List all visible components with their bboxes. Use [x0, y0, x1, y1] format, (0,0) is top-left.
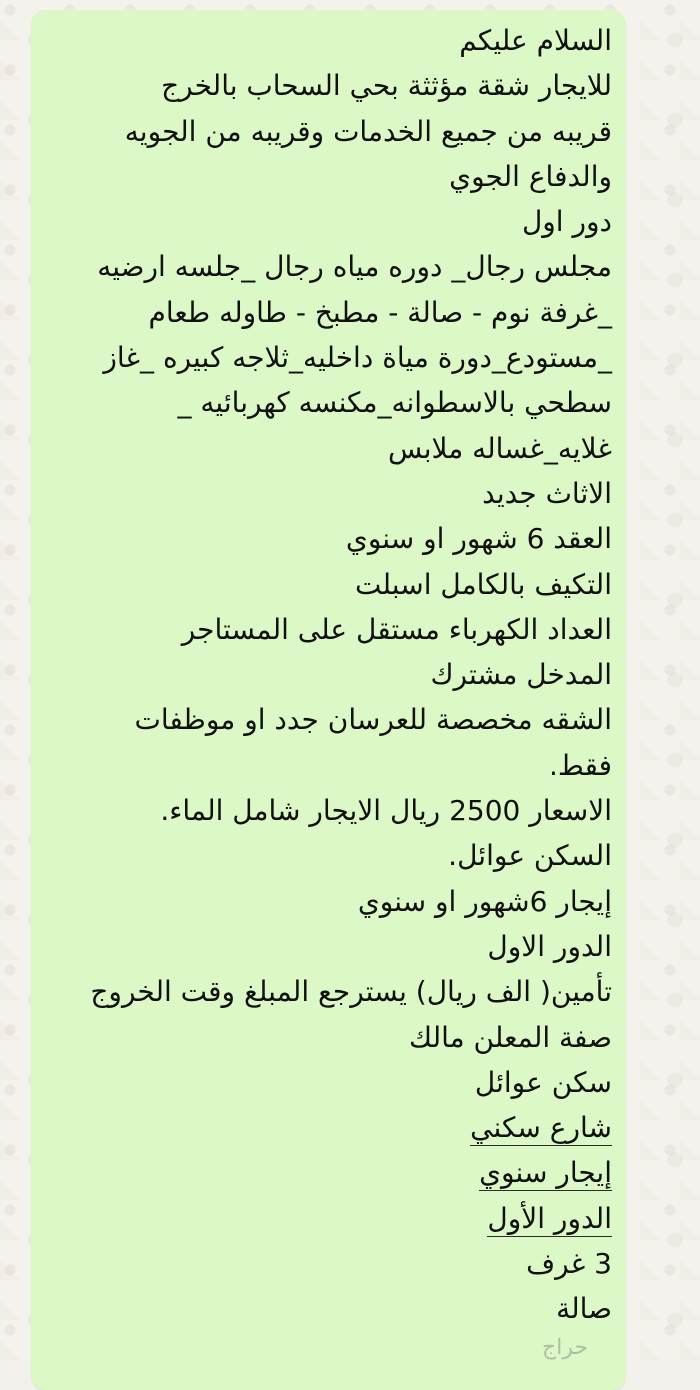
- message-line: قريبه من جميع الخدمات وقريبه من الجويه: [124, 114, 612, 148]
- message-line: غلايه_غساله ملابس: [388, 431, 612, 465]
- message-line: الاثاث جديد: [482, 476, 612, 510]
- message-link-line[interactable]: [22, 1105, 612, 1150]
- message-line: المدخل مشترك: [430, 658, 612, 692]
- message-line: الاسعار 2500 ريال الايجار شامل الماء.: [160, 794, 612, 828]
- message-line: مجلس رجال_ دوره مياه رجال _جلسه ارضيه: [97, 250, 612, 284]
- message-link-text[interactable]: إيجار سنوي: [479, 1156, 612, 1190]
- message-link-line[interactable]: [22, 1196, 612, 1241]
- message-line: _غرفة نوم - صالة - مطبخ - طاوله طعام: [148, 295, 612, 329]
- message-line: للايجار شقة مؤثثة بحي السحاب بالخرج: [161, 69, 612, 103]
- message-line: سطحي بالاسطوانه_مكنسه كهربائيه _: [177, 386, 612, 420]
- message-line: التكيف بالكامل اسبلت: [355, 567, 612, 601]
- message-line: العداد الكهرباء مستقل على المستاجر: [181, 612, 612, 646]
- message-line: صفة المعلن مالك: [409, 1020, 612, 1054]
- message-link-line[interactable]: [22, 1150, 612, 1195]
- message-line: سكن عوائل: [474, 1065, 612, 1099]
- message-line: _مستودع_دورة مياة داخليه_ثلاجه كبيره _غاز: [103, 341, 612, 375]
- message-line: السلام عليكم: [459, 24, 612, 57]
- message-line: صالة: [556, 1292, 612, 1326]
- message-link-text[interactable]: شارع سكني: [470, 1111, 612, 1145]
- message-text: [22, 18, 612, 1332]
- message-line: الدور الاول: [487, 929, 612, 963]
- message-line: والدفاع الجوي: [449, 159, 612, 193]
- message-line: 3 غرف: [526, 1247, 612, 1281]
- message-line: تأمين( الف ريال) يسترجع المبلغ وقت الخروج: [90, 975, 612, 1009]
- message-line: العقد 6 شهور او سنوي: [345, 522, 612, 556]
- message-line: الشقه مخصصة للعرسان جدد او موظفات: [134, 703, 612, 737]
- message-line: فقط.: [548, 748, 612, 782]
- message-line: دور اول: [521, 205, 612, 239]
- message-line: إيجار 6شهور او سنوي: [357, 884, 612, 918]
- message-link-text[interactable]: الدور الأول: [487, 1201, 612, 1235]
- watermark-logo: حراج: [542, 1335, 589, 1360]
- message-line: السكن عوائل.: [448, 839, 612, 873]
